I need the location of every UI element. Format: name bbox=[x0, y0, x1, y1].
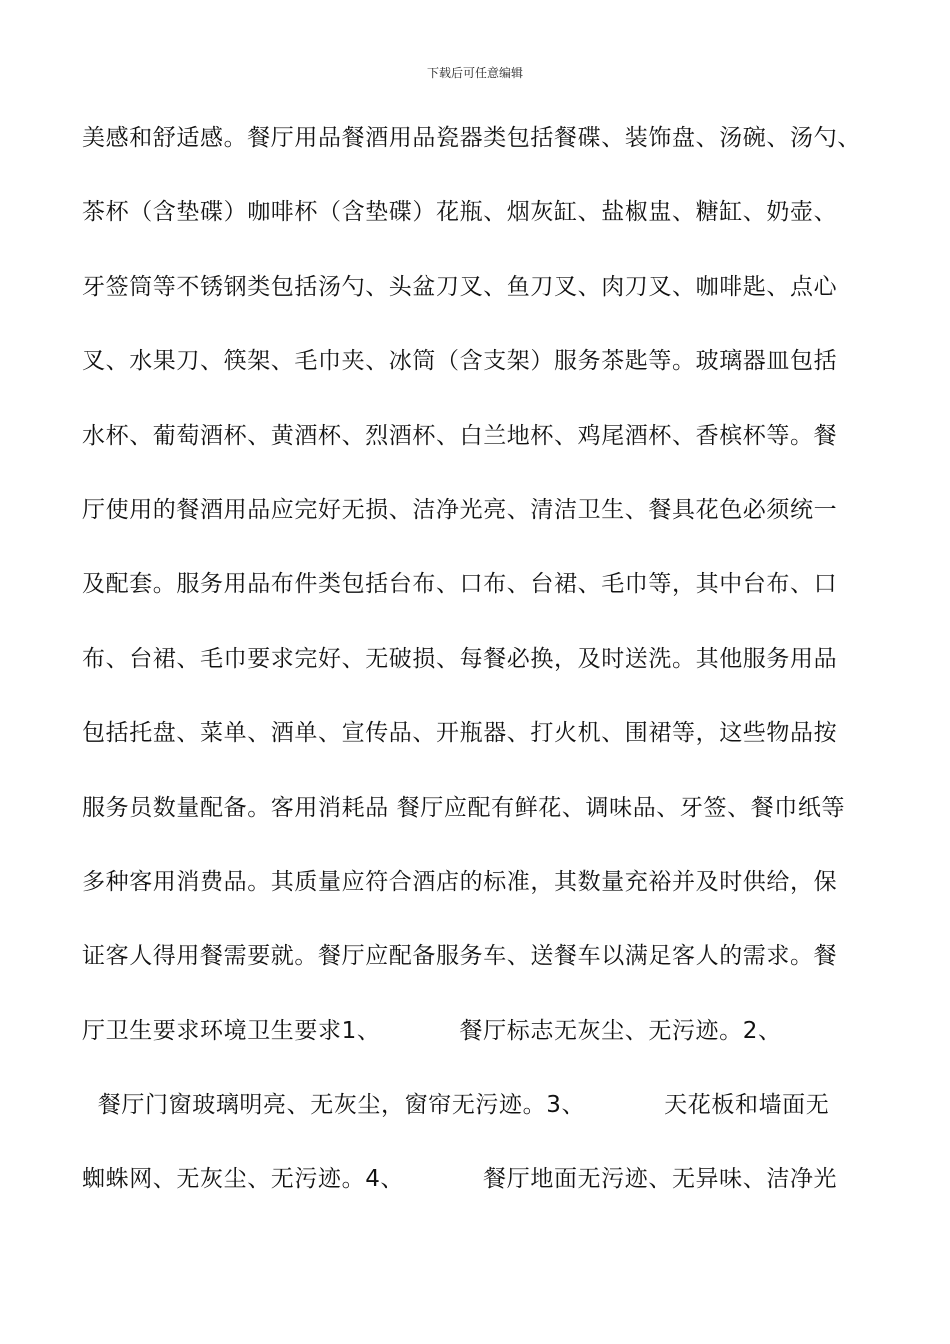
text-line: 厅卫生要求环境卫生要求1、 餐厅标志无灰尘、无污迹。2、 bbox=[82, 1017, 782, 1044]
text-line: 证客人得用餐需要就。餐厅应配备服务车、送餐车以满足客人的需求。餐 bbox=[82, 943, 838, 970]
text-line: 叉、水果刀、筷架、毛巾夹、冰筒（含支架）服务茶匙等。玻璃器皿包括 bbox=[82, 348, 838, 375]
text-line: 茶杯（含垫碟）咖啡杯（含垫碟）花瓶、烟灰缸、盐椒盅、糖缸、奶壶、 bbox=[82, 199, 838, 226]
text-line: 餐厅门窗玻璃明亮、无灰尘，窗帘无污迹。3、 天花板和墙面无 bbox=[82, 1092, 830, 1119]
text-line: 牙签筒等不锈钢类包括汤勺、头盆刀叉、鱼刀叉、肉刀叉、咖啡匙、点心 bbox=[82, 273, 838, 300]
text-line: 及配套。服务用品布件类包括台布、口布、台裙、毛巾等，其中台布、口 bbox=[82, 571, 838, 598]
page-header: 下载后可任意编辑 bbox=[426, 66, 523, 80]
text-line: 蜘蛛网、无灰尘、无污迹。4、 餐厅地面无污迹、无异味、洁净光 bbox=[82, 1166, 838, 1193]
text-line: 布、台裙、毛巾要求完好、无破损、每餐必换，及时送洗。其他服务用品 bbox=[82, 645, 838, 672]
text-line: 水杯、葡萄酒杯、黄酒杯、烈酒杯、白兰地杯、鸡尾酒杯、香槟杯等。餐 bbox=[82, 422, 838, 449]
text-line: 美感和舒适感。餐厅用品餐酒用品瓷器类包括餐碟、装饰盘、汤碗、汤勺、 bbox=[82, 125, 861, 151]
text-line: 包括托盘、菜单、酒单、宣传品、开瓶器、打火机、围裙等，这些物品按 bbox=[82, 720, 838, 747]
text-line: 服务员数量配备。客用消耗品 餐厅应配有鲜花、调味品、牙签、餐巾纸等 bbox=[82, 794, 846, 821]
text-line: 多种客用消费品。其质量应符合酒店的标准，其数量充裕并及时供给，保 bbox=[82, 868, 838, 895]
body-text bbox=[82, 112, 882, 1228]
text-line: 厅使用的餐酒用品应完好无损、洁净光亮、清洁卫生、餐具花色必须统一 bbox=[82, 496, 838, 523]
